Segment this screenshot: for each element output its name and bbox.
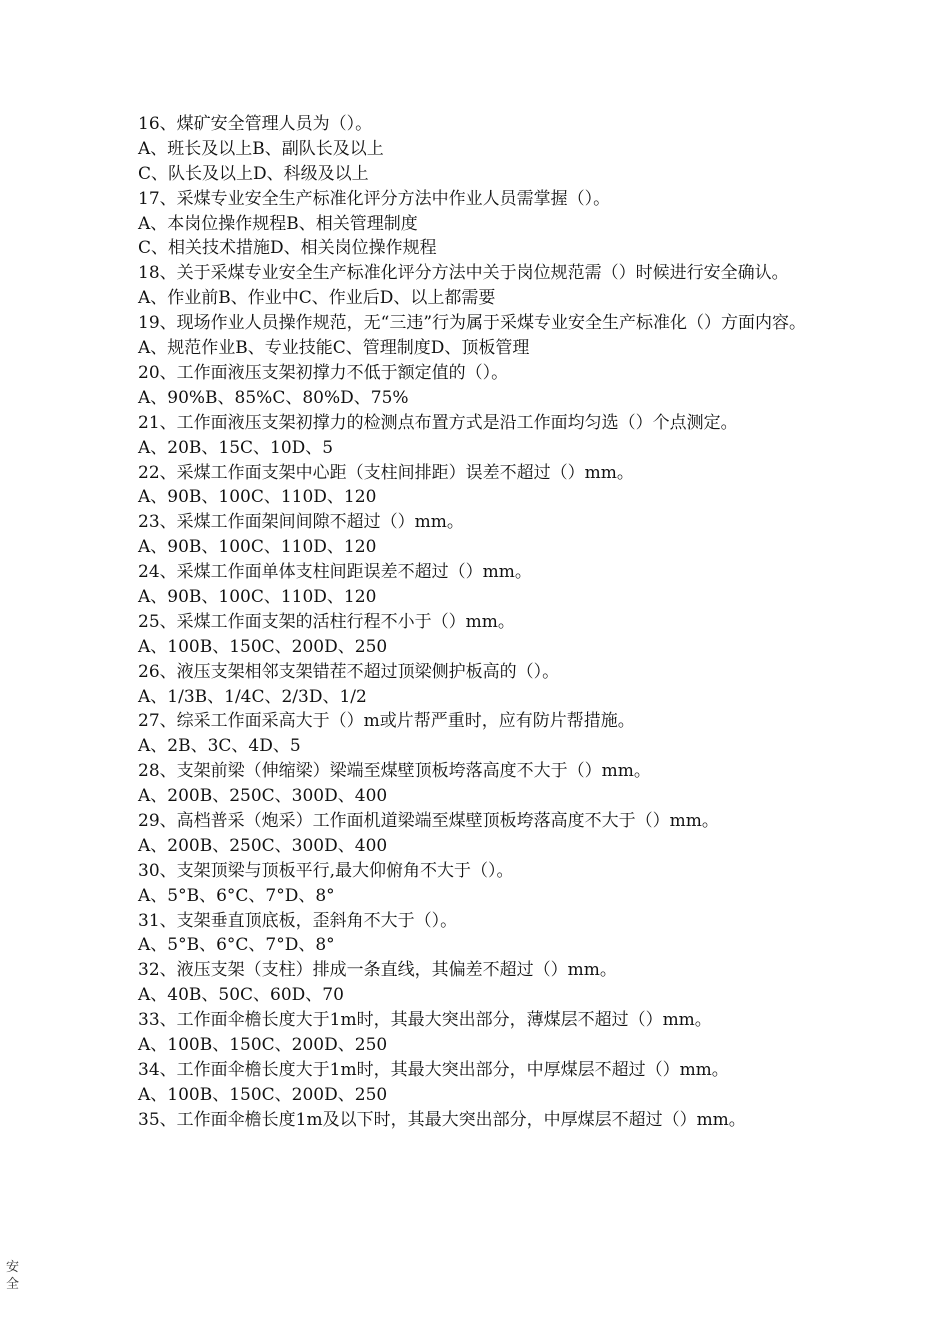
option-line: A、90B、100C、110D、120 [138,537,377,558]
option-line: A、40B、50C、60D、70 [138,985,344,1006]
footer-char: 全 [6,1277,20,1292]
question-list [138,112,818,1133]
option-line: A、5°B、6°C、7°D、8° [138,935,335,956]
question-line: 22、采煤工作面支架中心距（支柱间排距）误差不超过（）mm。 [138,462,634,483]
question-line: 28、支架前梁（伸缩梁）梁端至煤壁顶板垮落高度不大于（）mm。 [138,761,651,782]
question-line: 33、工作面伞檐长度大于1m时，其最大突出部分，薄煤层不超过（）mm。 [138,1010,712,1031]
option-line: A、200B、250C、300D、400 [138,786,388,807]
question-line: 24、采煤工作面单体支柱间距误差不超过（）mm。 [138,562,532,583]
option-line: A、2B、3C、4D、5 [138,736,301,757]
question-line: 34、工作面伞檐长度大于1m时，其最大突出部分，中厚煤层不超过（）mm。 [138,1059,729,1080]
question-line: 35、工作面伞檐长度1m及以下时，其最大突出部分，中厚煤层不超过（）mm。 [138,1109,746,1130]
option-line: A、200B、250C、300D、400 [138,835,388,856]
option-line: A、1/3B、1/4C、2/3D、1/2 [138,686,367,707]
question-line: 26、液压支架相邻支架错茬不超过顶梁侧护板高的（）。 [138,661,560,682]
question-line: 31、支架垂直顶底板，歪斜角不大于（）。 [138,910,458,931]
option-line: A、5°B、6°C、7°D、8° [138,885,335,906]
question-line: 23、采煤工作面架间间隙不超过（）mm。 [138,512,464,533]
question-line: 16、煤矿安全管理人员为（）。 [138,114,373,134]
question-line: 29、高档普采（炮采）工作面机道梁端至煤壁顶板垮落高度不大于（）mm。 [138,810,719,831]
question-line: 18、关于采煤专业安全生产标准化评分方法中关于岗位规范需（）时候进行安全确认。 [138,263,789,284]
option-line: A、100B、150C、200D、250 [138,1034,388,1055]
option-line: A、90B、100C、110D、120 [138,487,377,508]
question-line: 27、综采工作面采高大于（）m或片帮严重时，应有防片帮措施。 [138,711,635,732]
option-line: A、100B、150C、200D、250 [138,636,388,657]
option-line: A、90%B、85%C、80%D、75% [138,387,409,408]
footer-char: 安 [6,1260,20,1275]
option-line: A、90B、100C、110D、120 [138,586,377,607]
option-line: C、相关技术措施D、相关岗位操作规程 [138,238,437,259]
option-line: A、规范作业B、专业技能C、管理制度D、顶板管理 [138,338,530,359]
option-line: A、20B、15C、10D、5 [138,437,334,458]
option-line: A、本岗位操作规程B、相关管理制度 [138,213,418,234]
question-line: 21、工作面液压支架初撑力的检测点布置方式是沿工作面均匀选（）个点测定。 [138,412,738,433]
question-line: 25、采煤工作面支架的活柱行程不小于（）mm。 [138,611,515,632]
question-line: 20、工作面液压支架初撑力不低于额定值的（）。 [138,362,509,383]
question-line: 30、支架顶梁与顶板平行,最大仰俯角不大于（）。 [138,860,514,881]
option-line: A、作业前B、作业中C、作业后D、以上都需要 [138,288,496,309]
question-line: 19、现场作业人员操作规范，无“三违”行为属于采煤专业安全生产标准化（）方面内容。 [138,313,807,334]
option-line: A、班长及以上B、副队长及以上 [138,138,384,159]
option-line: A、100B、150C、200D、250 [138,1084,388,1105]
question-line: 17、采煤专业安全生产标准化评分方法中作业人员需掌握（）。 [138,188,611,209]
question-line: 32、液压支架（支柱）排成一条直线，其偏差不超过（）mm。 [138,960,617,981]
option-line: C、队长及以上D、科级及以上 [138,163,369,184]
